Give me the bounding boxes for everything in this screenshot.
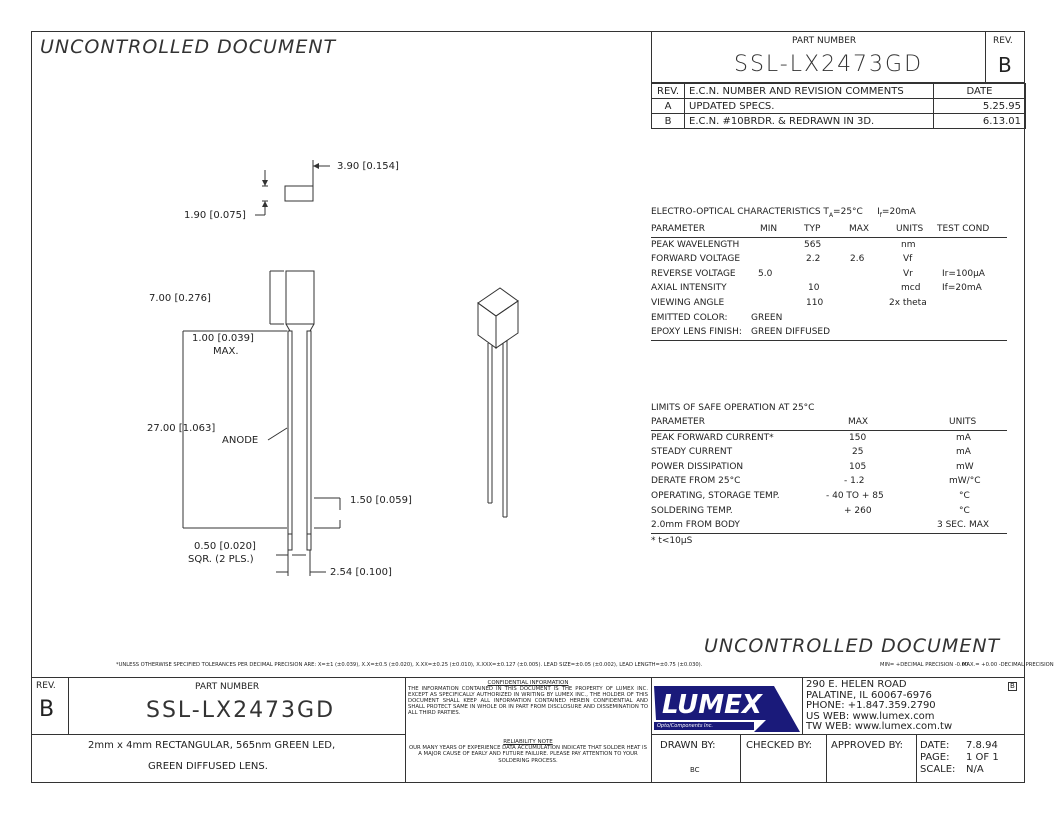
table-row: POWER DISSIPATION 105 mW — [651, 461, 974, 472]
table-row: SOLDERING TEMP. + 260 °C — [651, 505, 970, 516]
table-row: PEAK WAVELENGTH 565 nm — [651, 239, 916, 250]
date-page-scale: DATE: 7.8.94 PAGE: 1 OF 1 SCALE: N/A — [920, 740, 999, 775]
electro-optical-table — [651, 222, 1007, 341]
confidential-block: CONFIDENTIAL INFORMATION THE INFORMATION CONTAINED IN THIS DOCUMENT IS THE PROPERTY OF LUMEX INC. EXCEPT AS SPECIFICALLY AUTHORIZED IN WRITING BY LUMEX INC., THE HOLDER OF THIS DOCUMENT SHALL KEEP ALL INFORMATION CONTAINED HEREIN CONFIDENTIAL AND SHALL PROTECT SAME IN WHOLE OR IN PART FROM DISCLOSURE AND DISSEMINATION TO ALL THIRD PARTIES. — [408, 680, 648, 717]
electro-optical-title: ELECTRO-OPTICAL CHARACTERISTICS $T_A=25^\circ C$ $I_f=20mA$ — [651, 207, 916, 219]
part-number-header — [651, 31, 1025, 83]
revision-table — [651, 83, 1026, 129]
watermark-bottom: UNCONTROLLED DOCUMENT — [704, 635, 1001, 657]
rev-label: REV. — [993, 36, 1013, 46]
approved-by-label: APPROVED BY: — [831, 740, 904, 751]
title-part-number-value: SSL-LX2473GD — [146, 698, 336, 723]
dim-depth: 1.90 [0.075] — [184, 210, 246, 221]
tolerance-min: MIN= +DECIMAL PRECISION -0.00 — [880, 662, 969, 668]
dim-lead-size: 0.50 [0.020] — [194, 541, 256, 552]
table-row: EPOXY LENS FINISH: GREEN DIFFUSED — [651, 325, 1007, 341]
date-col-header: DATE — [934, 84, 1026, 99]
anode-label: ANODE — [222, 435, 259, 446]
dim-lead-spacing: 2.54 [0.100] — [330, 567, 392, 578]
title-box-marker: B — [1010, 682, 1015, 690]
table-row: STEADY CURRENT 25 mA — [651, 447, 971, 458]
table-row: VIEWING ANGLE 110 2x theta — [651, 297, 927, 308]
dim-body-height: 7.00 [0.276] — [149, 293, 211, 304]
part-number-label: PART NUMBER — [792, 36, 857, 46]
table-header: PARAMETER MIN TYP MAX UNITS TEST COND — [651, 222, 1007, 238]
dim-width: 3.90 [0.154] — [337, 161, 399, 172]
lumex-logo: LUMEX Opto/Components Inc. — [654, 680, 800, 732]
tolerance-note: *UNLESS OTHERWISE SPECIFIED TOLERANCES PER DECIMAL PRECISION ARE: X=±1 (±0.039), X.X=±0.5 (±0.020), X.XX=±0.25 (±0.010), X.XXX=±0.127 (±0.005). LEAD SIZE=±0.05 (±0.002), LEAD LENGTH=±0.75 (±0.030). — [116, 662, 703, 668]
table-row: PEAK FORWARD CURRENT* 150 mA — [651, 432, 971, 443]
title-rev-value: B — [39, 697, 55, 722]
dim-lead-length: 27.00 [1.063] — [147, 423, 216, 434]
checked-by-label: CHECKED BY: — [746, 740, 813, 751]
table-row: DERATE FROM 25°C - 1.2 mW/°C — [651, 476, 981, 487]
limits-footnote: * t<10μS — [651, 535, 693, 546]
dim-lead-size-note: SQR. (2 PLS.) — [188, 554, 254, 565]
title-part-number-label: PART NUMBER — [195, 682, 260, 692]
table-row: B E.C.N. #10BRDR. & REDRAWN IN 3D. 6.13.01 — [652, 114, 1026, 129]
led-drawing — [0, 150, 620, 590]
table-row: AXIAL INTENSITY 10 mcd If=20mA — [651, 283, 982, 294]
description-line-2: GREEN DIFFUSED LENS. — [148, 761, 268, 772]
description-line-1: 2mm x 4mm RECTANGULAR, 565nm GREEN LED, — [88, 740, 336, 751]
table-header: PARAMETER MAX UNITS — [651, 415, 1007, 431]
company-address: 290 E. HELEN ROAD PALATINE, IL 60067-6976 PHONE: +1.847.359.2790 US WEB: www.lumex.com TW WEB: www.lumex.com.tw — [806, 679, 953, 732]
limits-table — [651, 415, 1007, 548]
ecn-col-header: E.C.N. NUMBER AND REVISION COMMENTS — [685, 84, 934, 99]
table-row: OPERATING, STORAGE TEMP. - 40 TO + 85 °C — [651, 490, 970, 501]
svg-text:LUMEX: LUMEX — [662, 690, 762, 720]
watermark-top: UNCONTROLLED DOCUMENT — [40, 36, 337, 58]
reliability-block: RELIABILITY NOTE OUR MANY YEARS OF EXPERIENCE DATA ACCUMULATION INDICATE THAT SOLDER HEAT IS A MAJOR CAUSE OF EARLY AND FUTURE FAILURE. PLEASE PAY ATTENTION TO YOUR SOLDERING PROCESS. — [409, 739, 647, 764]
dim-flange: 1.00 [0.039] — [192, 333, 254, 344]
table-row: FORWARD VOLTAGE 2.2 2.6 Vf — [651, 254, 913, 265]
title-rev-label: REV. — [36, 681, 56, 691]
rev-value: B — [998, 53, 1012, 77]
dim-lead-end: 1.50 [0.059] — [350, 495, 412, 506]
part-number-value: SSL-LX2473GD — [734, 52, 924, 77]
limits-title: LIMITS OF SAFE OPERATION AT 25°C — [651, 403, 815, 413]
table-row: A UPDATED SPECS. 5.25.95 — [652, 99, 1026, 114]
drawn-by-label: DRAWN BY: — [660, 740, 716, 751]
dim-flange-max: MAX. — [213, 346, 239, 357]
table-row: REVERSE VOLTAGE 5.0 Vr Ir=100μA — [651, 268, 985, 279]
table-row: 2.0mm FROM BODY 3 SEC. MAX — [651, 518, 1007, 534]
table-row: EMITTED COLOR: GREEN — [651, 312, 783, 323]
rev-col-header: REV. — [652, 84, 685, 99]
tolerance-max: MAX.= +0.00 -DECIMAL PRECISION — [962, 662, 1054, 668]
drawn-by-value: BC — [690, 766, 700, 774]
